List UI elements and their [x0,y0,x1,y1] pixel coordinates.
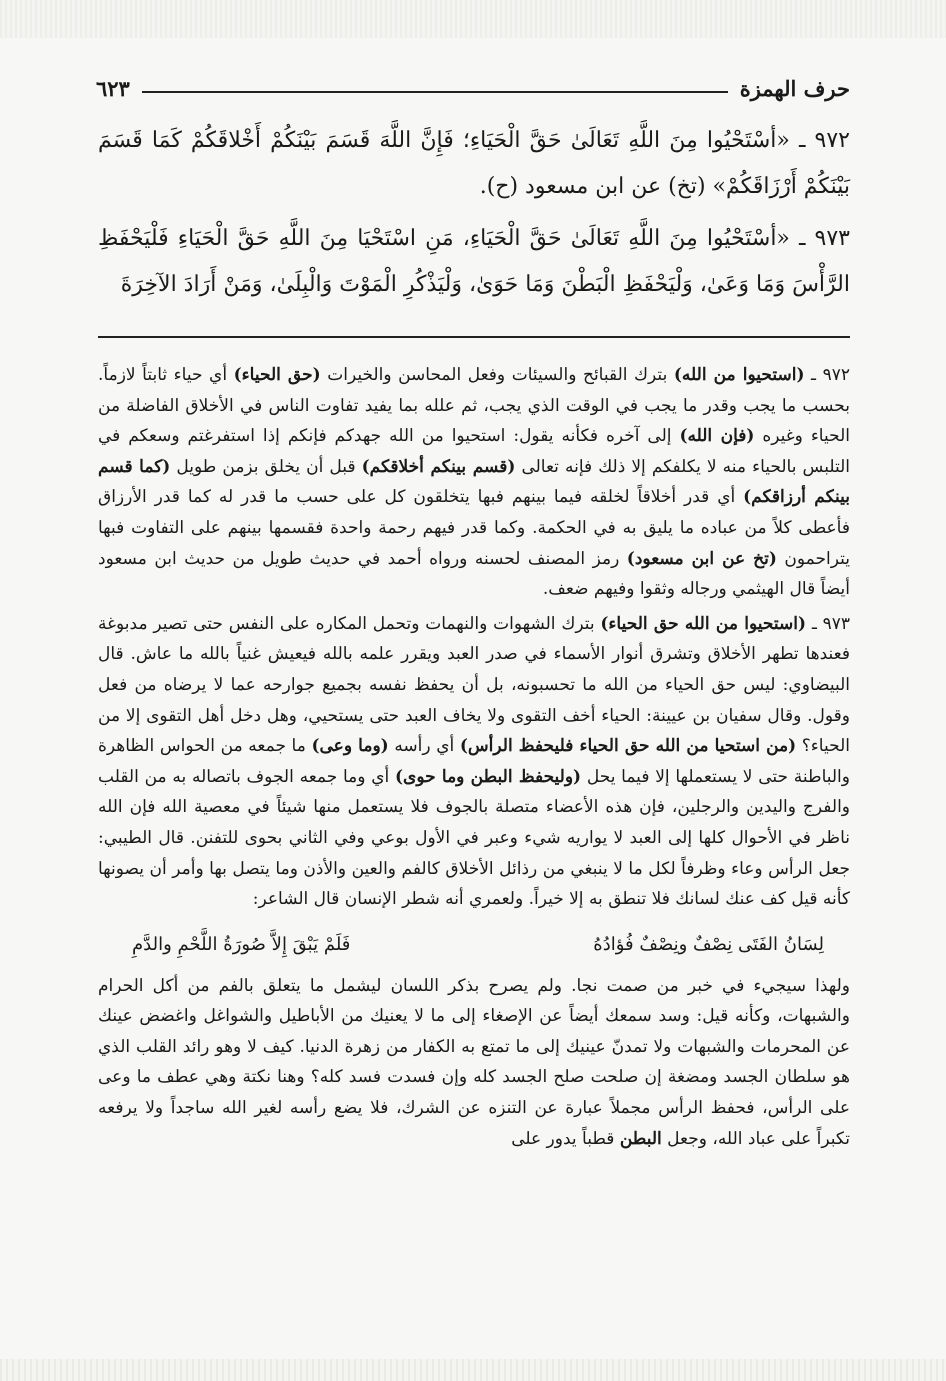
commentary-973 [98,609,850,915]
commentary-text: قطباً يدور على [511,1128,620,1149]
bold-quote: (قسم بينكم أخلاقكم) [361,456,516,477]
commentary-text: أي قدر أخلاقاً لخلقه فيما بينهم فبها يتخلقون كل على حسب ما قدر له كما قدر الأرزاق فأعطى كلاً من عباده ما يليق به في الحكمة. وكما قدر فيهم رحمة واحدة فقسمها بينهم على التفاوت فبها يتراحمون [98,487,850,569]
commentary-text: ولهذا سيجيء في خبر من صمت نجا. ولم يصرح بذكر اللسان ليشمل ما يتعلق بالفم من أكل الحرام والشبهات، وكأنه قيل: وسد سمعك أيضاً عن الإصغاء إلى ما لا يعنيك من الأباطيل والشواغل واغضض عينك عن المحرمات والشبهات ولا تمدنّ عينيك إلى ما تمتع به الكفار من زهرة الدنيا. كيف لا وهو رائد القلب الذي هو سلطان الجسد ومضغة إن صلحت صلح الجسد كله وإن فسدت فسد كله؟ وهنا نكتة وهي عطف ما وعى على الرأس، فحفظ الرأس مجملاً عبارة عن التنزه عن الشرك، فلا يضع رأسه لغير الله ساجداً ولا يرفعه تكبراً على عباد الله، وجعل [98,975,850,1149]
commentary-number: ٩٧٣ ـ [806,613,851,634]
hadith-text-block [98,118,850,314]
page-number: ٦٢٣ [96,75,130,101]
chapter-title: حرف الهمزة [739,75,850,101]
commentary-text: أي حياء ثابتاً لازماً. بحسب ما يجب وقدر ما يجب في الوقت الذي يجب، ثم علله بما يفيد تفاوت الناس في الأخلاق الفاضلة من الحياء وغيره [98,365,850,447]
scan-edge-bottom [0,1359,946,1381]
bold-quote: (استحيوا من الله حق الحياء) [600,613,807,634]
commentary-number: ٩٧٢ ـ [804,365,851,385]
bold-quote: (حق الحياء) [233,365,321,385]
bold-quote: (تخ عن ابن مسعود) [626,548,777,569]
commentary-continuation [98,971,850,1155]
bold-quote: (استحيوا من الله) [673,365,805,385]
bold-quote: (كما قسم بينكم أرزاقكم) [98,456,850,508]
bold-quote: (وما وعى) [311,736,389,757]
commentary-text: بترك الشهوات والنهمات وتحمل المكاره على النفس حتى تصير مدبوغة فعندها تطهر الأخلاق وتشرق أنوار الأسماء في صدر العبد ويقرر علمه بالله فيعيش غنياً بالله ما عاش. قال البيضاوي: ليس حق الحياء من الله ما تحسبونه، بل أن يحفظ نفسه بجميع جوارحه عما لا يرضاه من فعل وقول. وقال سفيان بن عيينة: الحياء أخف التقوى ولا يخاف العبد حتى يستحيي، وهل دخل أهل التقوى إلا من الحياء؟ [98,613,850,757]
footnote-divider [98,336,850,338]
scan-edge-top [0,0,946,38]
poem-hemistich-second: فَلَمْ يَبْقَ إِلاَّ صُورَةُ اللَّحْمِ والدَّمِ [132,933,351,955]
bold-quote: (فإن الله) [679,426,755,447]
commentary-text: إلى آخره فكأنه يقول: استحيوا من الله جهدكم فإنكم إذا استفرغتم وسعكم في التلبس بالحياء منه لا يكلفكم إلا ذلك فإنه تعالى [98,426,850,477]
commentary-text: ما جمعه من الحواس الظاهرة والباطنة حتى لا يستعملها إلا فيما يحل [98,736,850,787]
bold-quote: البطن [619,1128,662,1149]
commentary-block [98,360,850,1158]
hadith-972: ٩٧٢ ـ «أسْتَحْيُوا مِنَ اللَّهِ تَعَالَىٰ حَقَّ الْحَيَاءِ؛ فَإِنَّ اللَّهَ قَسَمَ بَيْنَكُمْ أَخْلاقَكُمْ كَمَا قَسَمَ بَيْنَكُمْ أَرْزَاقَكُمْ» (تخ) عن ابن مسعود (ح). [98,128,850,199]
commentary-text: رمز المصنف لحسنه ورواه أحمد في حديث طويل من حديث ابن مسعود أيضاً قال الهيثمي ورجاله وثقوا وفيهم ضعف. [98,548,850,600]
running-header [96,70,850,106]
commentary-text: قبل أن يخلق بزمن طويل [170,456,362,477]
poem-hemistich-first: لِسَانُ الفَتَى نِصْفٌ ونِصْفٌ فُؤادُهُ [593,933,824,955]
commentary-text: أي رأسه [388,736,460,757]
poem-verse [98,919,850,971]
commentary-972 [98,360,850,605]
bold-quote: (من استحيا من الله حق الحياء فليحفظ الرأس) [459,736,797,757]
header-rule [142,91,728,93]
commentary-text: أي وما جمعه الجوف باتصاله به من القلب والفرج واليدين والرجلين، فإن هذه الأعضاء متصلة بالجوف فلا يستعمل منها شيئاً في معصية الله فإن الله ناظر في الأحوال كلها إلى العبد لا يواريه شيء وعبر في الأول بوعي وفي الثاني بحوى للتفنن. قال الطيبي: جعل الرأس وعاء وظرفاً لكل ما لا ينبغي من رذائل الأخلاق كالفم والعين والأذن وما يتصل بها وأمر أن يصونها كأنه قيل كف عنك لسانك فلا تنطق به إلا خيراً. ولعمري أنه شطر الإنسان قال الشاعر: [98,766,850,910]
bold-quote: (وليحفظ البطن وما حوى) [395,766,582,787]
commentary-text: بترك القبائح والسيئات وفعل المحاسن والخيرات [320,365,674,385]
hadith-973: ٩٧٣ ـ «أسْتَحْيُوا مِنَ اللَّهِ تَعَالَىٰ حَقَّ الْحَيَاءِ، مَنِ اسْتَحْيَا مِنَ اللَّهِ حَقَّ الْحَيَاءِ فَلْيَحْفَظِ الرَّأْسَ وَمَا وَعَىٰ، وَلْيَحْفَظِ الْبَطْنَ وَمَا حَوَىٰ، وَلْيَذْكُرِ الْمَوْتَ وَالْبِلَىٰ، وَمَنْ أَرَادَ الآخِرَةَ [98,226,850,297]
